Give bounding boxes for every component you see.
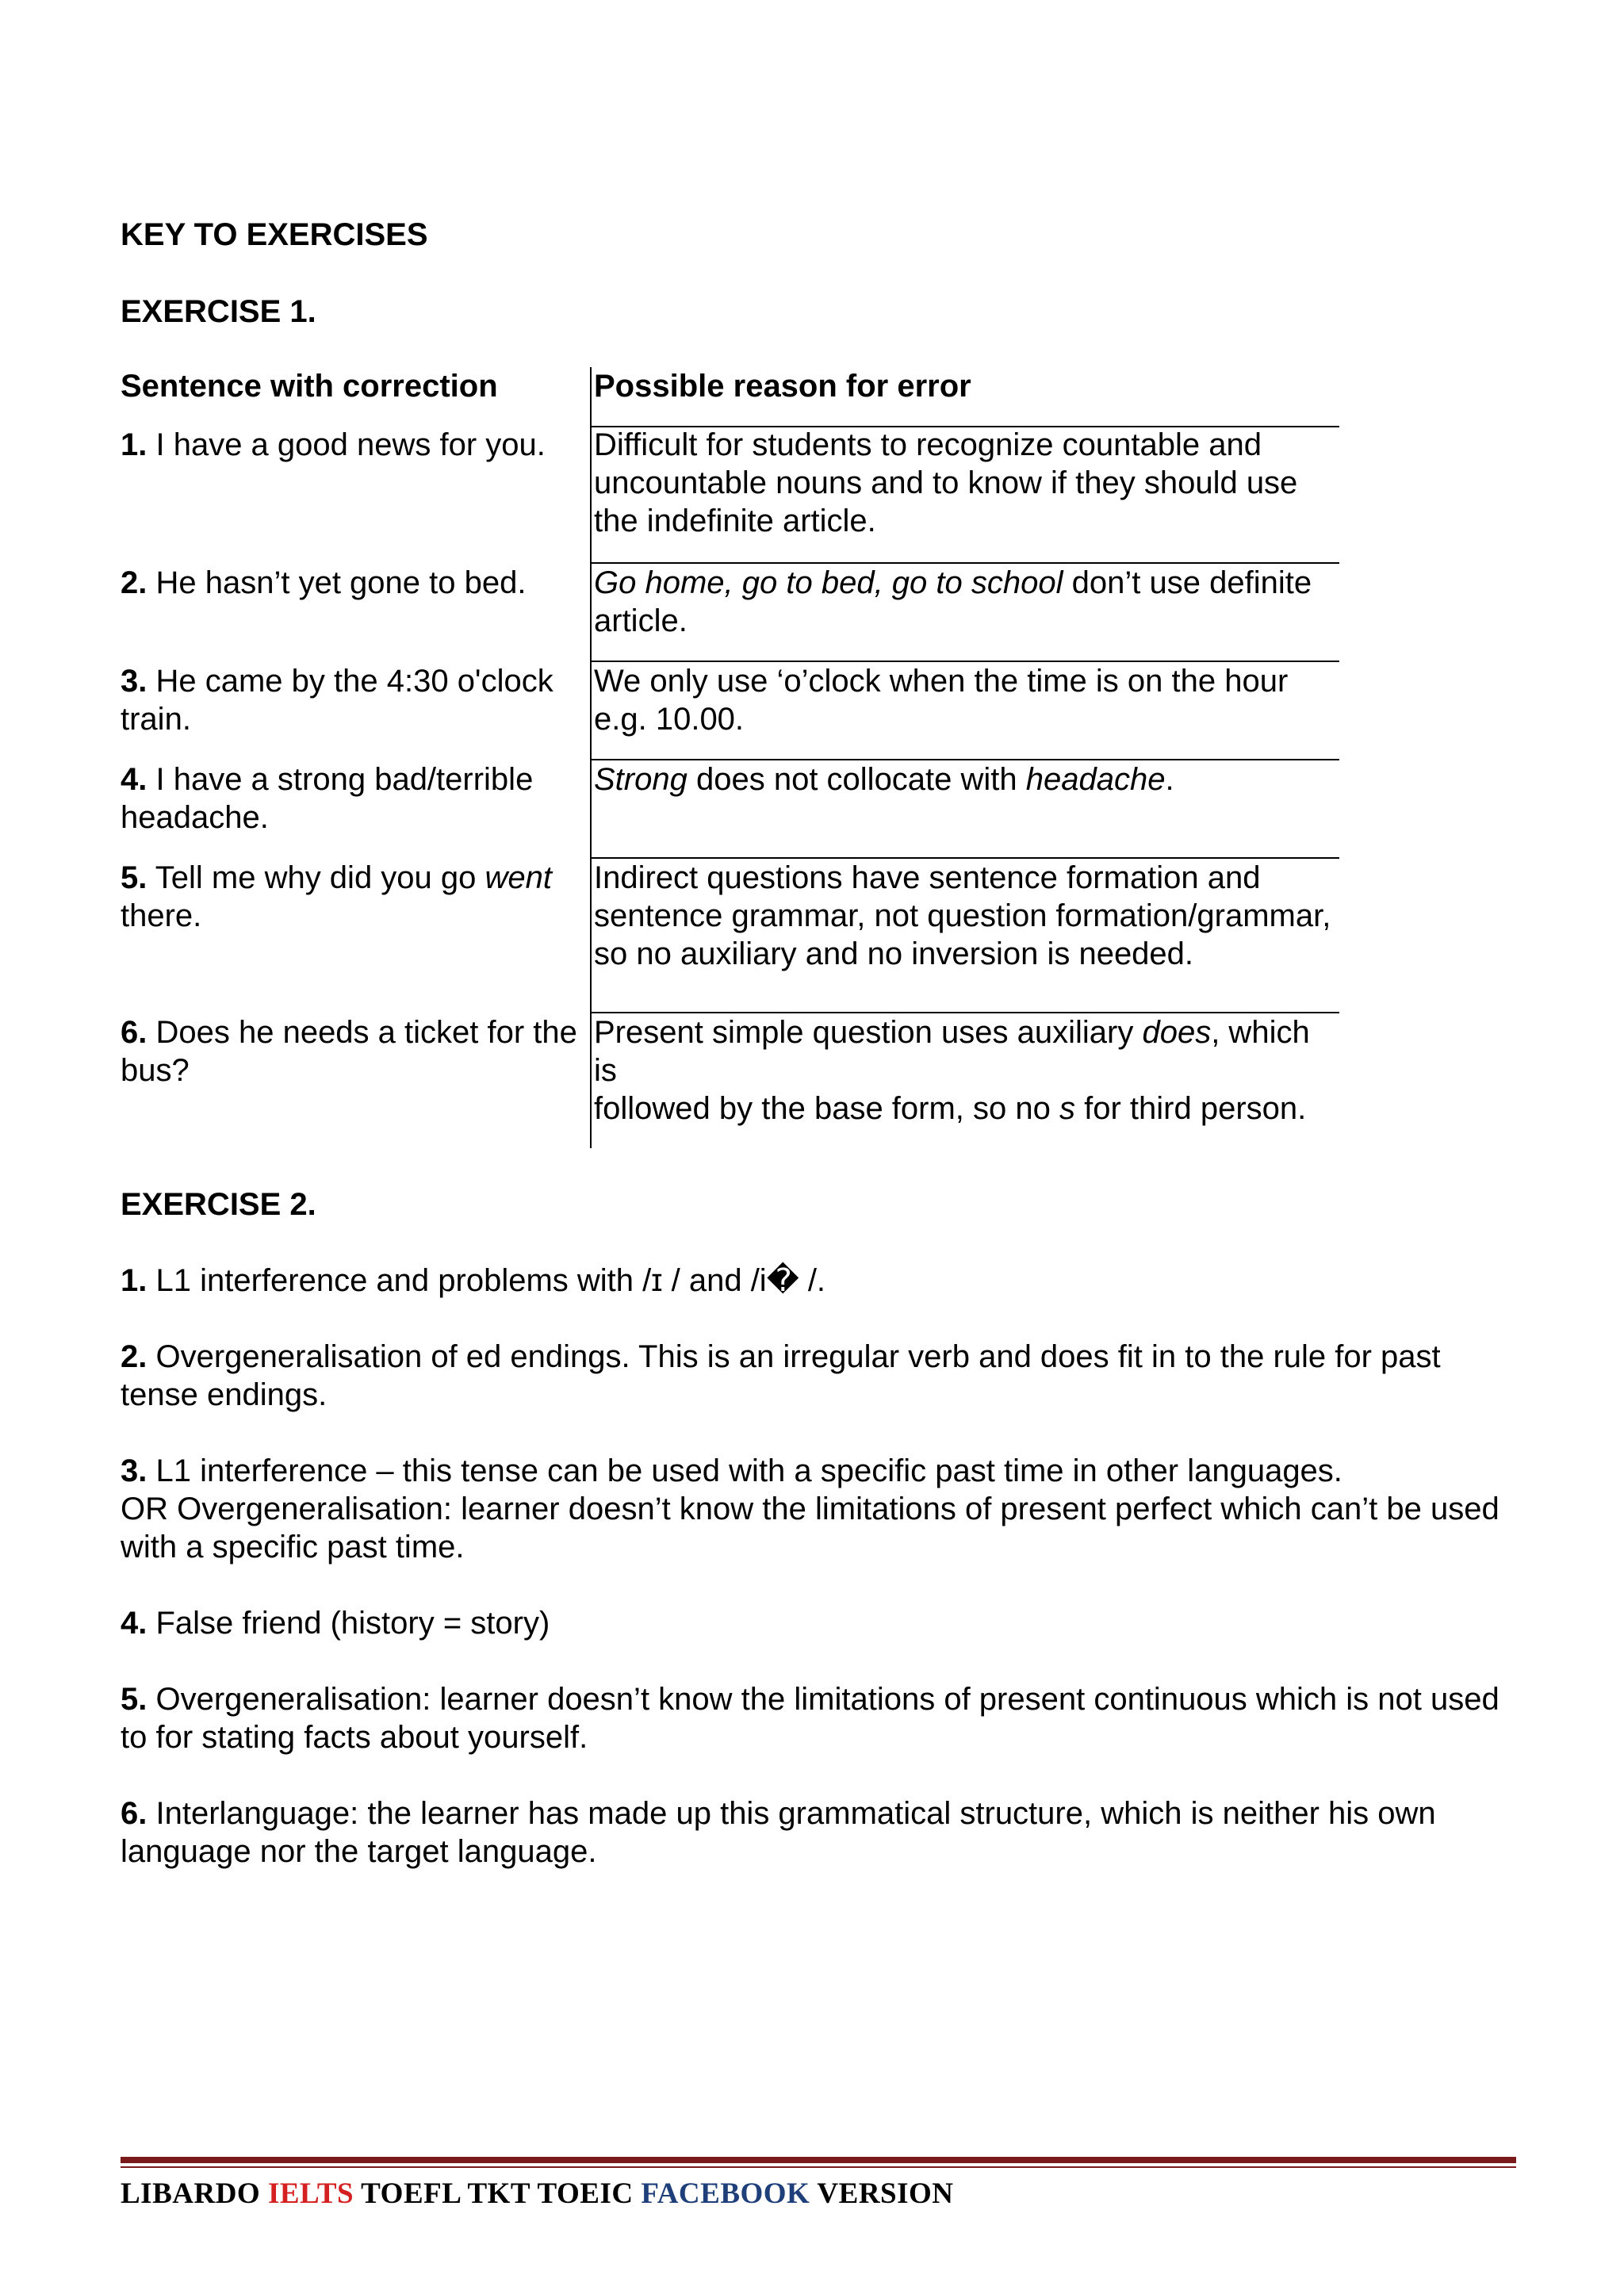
exercise2-item-6: 6. Interlanguage: the learner has made up this grammatical structure, which is neither his own language nor the target language.: [121, 1796, 1436, 1869]
page-title: KEY TO EXERCISES: [121, 217, 428, 252]
table-row-6-reason: Present simple question uses auxiliary does, which is followed by the base form, so no s for third person.: [594, 1015, 1310, 1126]
col-header-reason: Possible reason for error: [594, 369, 971, 404]
table-row-3-sentence: 3. He came by the 4:30 o'clock train.: [121, 664, 553, 737]
footer-rule-thin: [121, 2166, 1516, 2168]
exercise2-item-1: 1. L1 interference and problems with /ɪ / and /i� /.: [121, 1263, 826, 1298]
table-row-3-reason: We only use ‘o’clock when the time is on the hour e.g. 10.00.: [594, 664, 1289, 737]
exercise2-item-3: 3. L1 interference – this tense can be used with a specific past time in other languages. OR Overgeneralisation: learner doesn’t know the limitations of present perfect which can’t be used with a specific past time.: [121, 1453, 1500, 1564]
table-row-2-sentence: 2. He hasn’t yet gone to bed.: [121, 565, 527, 600]
footer-rule: [121, 2157, 1516, 2163]
footer-part: TOEFL TKT TOEIC: [354, 2177, 642, 2210]
table-row-2-reason: Go home, go to bed, go to school don’t use definite article.: [594, 565, 1312, 638]
table-row-1-reason: Difficult for students to recognize countable and uncountable nouns and to know if they should use the indefinite article.: [594, 427, 1298, 538]
col-header-sentence: Sentence with correction: [121, 369, 498, 404]
exercise1-heading: EXERCISE 1.: [121, 294, 316, 329]
table-row-4-reason: Strong does not collocate with headache.: [594, 762, 1174, 797]
footer-part: LIBARDO: [121, 2177, 268, 2210]
table-row-6-sentence: 6. Does he needs a ticket for the bus?: [121, 1015, 577, 1088]
footer-part: VERSION: [810, 2177, 954, 2210]
exercise2-item-2: 2. Overgeneralisation of ed endings. This is an irregular verb and does fit in to the rule for past tense endings.: [121, 1339, 1441, 1412]
exercise2-item-5: 5. Overgeneralisation: learner doesn’t know the limitations of present continuous which is not used to for stating facts about yourself.: [121, 1682, 1500, 1755]
exercise2-item-4: 4. False friend (history = story): [121, 1606, 550, 1641]
footer-part-ielts: IELTS: [267, 2177, 354, 2210]
footer-part-facebook: FACEBOOK: [641, 2177, 810, 2210]
table-row-5-reason: Indirect questions have sentence formation and sentence grammar, not question formation/grammar, so no auxiliary and no inversion is needed.: [594, 860, 1331, 971]
table-column-divider: [590, 367, 592, 1148]
footer-text: [121, 2177, 954, 2212]
table-row-5-sentence: 5. Tell me why did you go went there.: [121, 860, 553, 933]
table-row-4-sentence: 4. I have a strong bad/terrible headache.: [121, 762, 534, 835]
table-row-1-sentence: 1. I have a good news for you.: [121, 427, 546, 462]
exercise2-heading: EXERCISE 2.: [121, 1187, 316, 1222]
